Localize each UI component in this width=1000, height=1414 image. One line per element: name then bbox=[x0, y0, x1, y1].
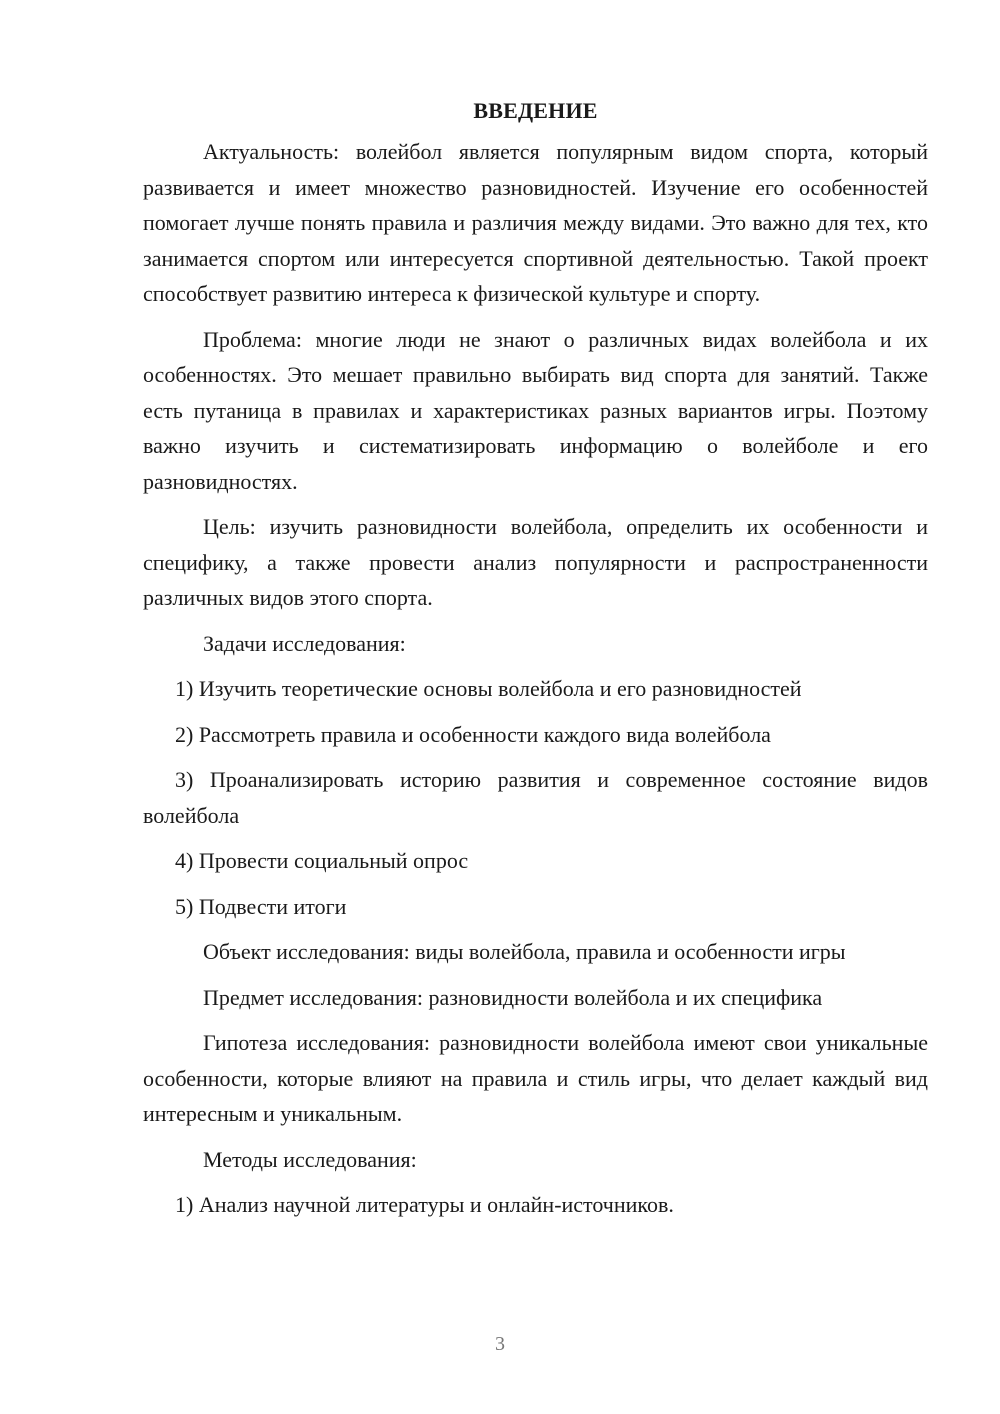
document-page bbox=[143, 96, 928, 1233]
subject-paragraph: Предмет исследования: разновидности волейбола и их специфика bbox=[203, 984, 823, 1010]
task-item: 3) Проанализировать историю развития и современное состояние видов волейбола bbox=[143, 767, 928, 828]
task-item: 2) Рассмотреть правила и особенности каждого вида волейбола bbox=[175, 721, 771, 747]
relevance-paragraph: Актуальность: волейбол является популярным видом спорта, который развивается и имеет множество разновидностей. Изучение его особенностей помогает лучше понять правила и различия между видами. Это важно для тех, кто занимается спортом или интересуется спортивной деятельностью. Такой проект способствует развитию интереса к физической культуре и спорту. bbox=[143, 139, 928, 306]
task-item: 5) Подвести итоги bbox=[175, 893, 347, 919]
method-item: 1) Анализ научной литературы и онлайн-источников. bbox=[175, 1192, 674, 1217]
task-item: 4) Провести социальный опрос bbox=[175, 848, 469, 873]
problem-paragraph: Проблема: многие люди не знают о различных видах волейбола и их особенностях. Это мешает правильно выбирать вид спорта для занятий. Также есть путаница в правилах и характеристиках разных вариантов игры. Поэтому важно изучить и систематизировать информацию о волейболе и его разновидностях. bbox=[143, 326, 928, 494]
goal-paragraph: Цель: изучить разновидности волейбола, определить их особенности и специфику, а также провести анализ популярности и распространенности различных видов этого спорта. bbox=[143, 514, 928, 610]
tasks-heading: Задачи исследования: bbox=[203, 630, 406, 656]
task-item: 1) Изучить теоретические основы волейбола и его разновидностей bbox=[175, 676, 802, 701]
section-title: ВВЕДЕНИЕ bbox=[473, 98, 598, 123]
hypothesis-paragraph: Гипотеза исследования: разновидности волейбола имеют свои уникальные особенности, которые влияют на правила и стиль игры, что делает каждый вид интересным и уникальным. bbox=[143, 1030, 928, 1126]
page-number: 3 bbox=[495, 1333, 505, 1355]
methods-heading: Методы исследования: bbox=[203, 1146, 417, 1172]
object-paragraph: Объект исследования: виды волейбола, правила и особенности игры bbox=[203, 939, 846, 964]
